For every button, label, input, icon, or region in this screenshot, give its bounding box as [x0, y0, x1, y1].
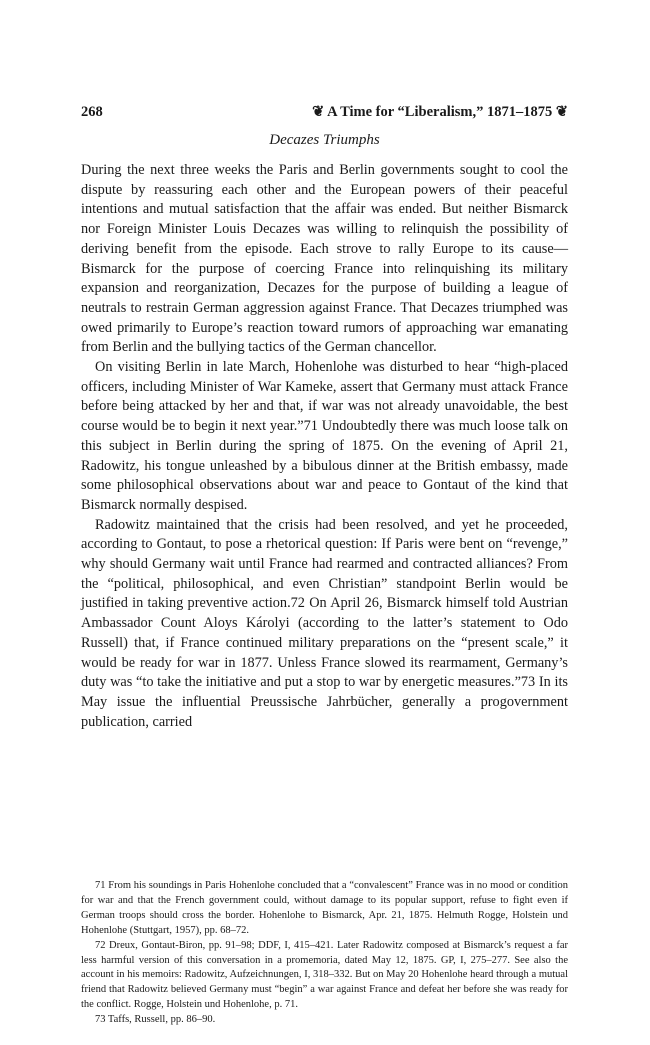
footnote: 72 Dreux, Gontaut-Biron, pp. 91–98; DDF, I, 415–421. Later Radowitz composed at Bismarck’s request a far less harmful version of this conversation in a promemoria, dated May 12, 1875. GP, I, 275–277. See also the account in his memoirs: Radowitz, Aufzeichnungen, I, 318–332. But on May 20 Hohenlohe heard through a mutual friend that Radowitz believed Germany must “begin” a war against France and defeat her before she was ready for the conflict. Rogge, Holstein und Hohenlohe, p. 71.: [81, 939, 568, 1011]
section-title: Decazes Triumphs: [269, 132, 380, 148]
page-number: 268: [81, 104, 103, 120]
footnotes: [81, 879, 568, 1028]
page-header: [81, 104, 568, 124]
paragraph: During the next three weeks the Paris and Berlin governments sought to cool the dispute by reassuring each other and the European powers of their peaceful intentions and mutual satisfaction that the affair was ended. But neither Bismarck nor Foreign Minister Louis Decazes was willing to relinquish the possibility of deriving benefit from the episode. Each strove to rally Europe to its cause—Bismarck for the purpose of coercing France into relinquishing its military expansion and reorganization, Decazes for the purpose of building a league of neutrals to restrain German aggression against France. That Decazes triumphed was owed primarily to Europe’s reaction toward rumors of approaching war emanating from Berlin and the bullying tactics of the German chancellor.: [81, 162, 568, 356]
body-text: [81, 161, 568, 732]
paragraph: On visiting Berlin in late March, Hohenlohe was disturbed to hear “high-placed officers, including Minister of War Kameke, assert that Germany must attack France before being attacked by her and that, if war was not already unavoidable, the best course would be to begin it next year.”71 Undoubtedly there was much loose talk on this subject in Berlin during the spring of 1875. On the evening of April 21, Radowitz, his tongue unleashed by a bibulous dinner at the British embassy, made some philosophical observations about war and peace to Gontaut of the kind that Bismarck normally despised.: [81, 359, 568, 513]
footnote: 73 Taffs, Russell, pp. 86–90.: [95, 1014, 216, 1026]
footnote: 71 From his soundings in Paris Hohenlohe concluded that a “convalescent” France was in no mood or condition for war and that the French government could, without damage to its popular support, refuse to fight even if German troops should cross the border. Hohenlohe to Bismarck, Apr. 21, 1875. Helmuth Rogge, Holstein und Hohenlohe (Stuttgart, 1957), pp. 68–72.: [81, 880, 568, 936]
paragraph: Radowitz maintained that the crisis had been resolved, and yet he proceeded, according to Gontaut, to pose a rhetorical question: If Paris were bent on “revenge,” why should Germany wait until France had rearmed and contracted alliances? From the “political, philosophical, and even Christian” standpoint Berlin would be justified in taking preventive action.72 On April 26, Bismarck himself told Austrian Ambassador Count Aloys Károlyi (according to the latter’s statement to Odo Russell) that, if France continued military preparations on the “present scale,” it would be ready for war in 1877. Unless France slowed its rearmament, Germany’s duty was “to take the initiative and put a stop to war by energetic measures.”73 In its May issue the influential Preussische Jahrbücher, generally a progovernment publication, carried: [81, 516, 568, 730]
running-head: ❦ A Time for “Liberalism,” 1871–1875 ❦: [312, 104, 568, 120]
